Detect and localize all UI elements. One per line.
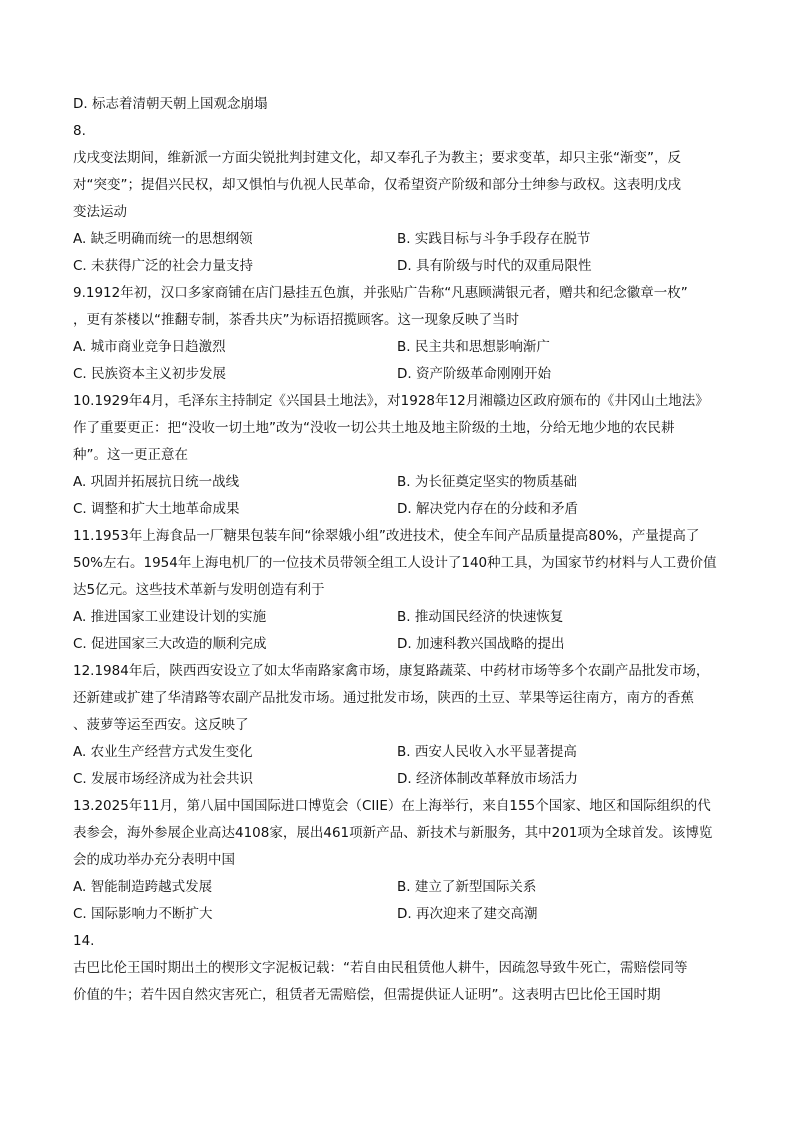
q10-stem-line-3: 种”。这一更正意在 — [73, 447, 188, 463]
q13-option-d: D. 再次迎来了建交高潮 — [397, 906, 538, 922]
q12-option-c: C. 发展市场经济成为社会共识 — [73, 771, 254, 787]
q8-stem-line-3: 变法运动 — [73, 204, 127, 220]
q12-option-d: D. 经济体制改革释放市场活力 — [397, 771, 578, 787]
q9-stem-line-2: ，更有茶楼以“推翻专制，茶香共庆”为标语招揽顾客。这一现象反映了当时 — [73, 312, 519, 328]
q10-option-a: A. 巩固并拓展抗日统一战线 — [73, 474, 240, 490]
q12-option-a: A. 农业生产经营方式发生变化 — [73, 744, 253, 760]
q8-stem-line-2: 对“突变”；提倡兴民权，却又惧怕与仇视人民革命，仅希望资产阶级和部分士绅参与政权。这表明戊戌 — [73, 177, 681, 193]
q11-stem-line-1: 11.1953年上海食品一厂糖果包装车间“徐翠娥小组”改进技术，使全车间产品质量提高80%，产量提高了 — [73, 528, 700, 544]
q13-option-b: B. 建立了新型国际关系 — [397, 879, 537, 895]
q8-option-a: A. 缺乏明确而统一的思想纲领 — [73, 231, 253, 247]
q11-stem-line-2: 50%左右。1954年上海电机厂的一位技术员带领全组工人设计了140种工具，为国家节约材料与人工费价值 — [73, 555, 717, 571]
q10-stem-line-1: 10.1929年4月，毛泽东主持制定《兴国县土地法》，对1928年12月湘赣边区政府颁布的《井冈山土地法》 — [73, 393, 709, 409]
q11-option-b: B. 推动国民经济的快速恢复 — [397, 609, 564, 625]
q13-stem-line-3: 会的成功举办充分表明中国 — [73, 852, 235, 868]
q10-option-b: B. 为长征奠定坚实的物质基础 — [397, 474, 577, 490]
q9-option-a: A. 城市商业竞争日趋激烈 — [73, 339, 226, 355]
q8-stem-line-1: 戊戌变法期间，维新派一方面尖锐批判封建文化，却又奉孔子为教主；要求变革，却只主张“渐变”，反 — [73, 150, 681, 166]
q13-option-c: C. 国际影响力不断扩大 — [73, 906, 213, 922]
q13-stem-line-1: 13.2025年11月，第八届中国国际进口博览会（CIIE）在上海举行，来自155个国家、地区和国际组织的代 — [73, 798, 711, 814]
q9-option-d: D. 资产阶级革命刚刚开始 — [397, 366, 551, 382]
q12-stem-line-3: 、菠萝等运至西安。这反映了 — [73, 717, 249, 733]
q11-stem-line-3: 达5亿元。这些技术革新与发明创造有利于 — [73, 582, 325, 598]
q10-option-c: C. 调整和扩大土地革命成果 — [73, 501, 240, 517]
q9-option-c: C. 民族资本主义初步发展 — [73, 366, 227, 382]
q13-option-a: A. 智能制造跨越式发展 — [73, 879, 213, 895]
q8-number: 8. — [73, 123, 86, 139]
q8-option-b: B. 实践目标与斗争手段存在脱节 — [397, 231, 591, 247]
q8-option-c: C. 未获得广泛的社会力量支持 — [73, 258, 254, 274]
q12-option-b: B. 西安人民收入水平显著提高 — [397, 744, 577, 760]
q9-stem-line-1: 9.1912年初，汉口多家商铺在店门悬挂五色旗，并张贴广告称“凡惠顾满银元者，赠共和纪念徽章一枚” — [73, 285, 688, 301]
q8-option-d: D. 具有阶级与时代的双重局限性 — [397, 258, 592, 274]
q12-stem-line-1: 12.1984年后，陕西西安设立了如太华南路家禽市场，康复路蔬菜、中药材市场等多个农副产品批发市场， — [73, 663, 710, 679]
q14-stem-line-1: 古巴比伦王国时期出土的楔形文字泥板记载：“若自由民租赁他人耕牛，因疏忽导致牛死亡，需赔偿同等 — [73, 960, 688, 976]
q10-stem-line-2: 作了重要更正：把“没收一切土地”改为“没收一切公共土地及地主阶级的土地，分给无地少地的农民耕 — [73, 420, 675, 436]
q9-option-b: B. 民主共和思想影响渐广 — [397, 339, 550, 355]
q10-option-d: D. 解决党内存在的分歧和矛盾 — [397, 501, 578, 517]
q14-number: 14. — [73, 933, 95, 949]
q11-option-a: A. 推进国家工业建设计划的实施 — [73, 609, 267, 625]
q11-option-d: D. 加速科教兴国战略的提出 — [397, 636, 565, 652]
q14-stem-line-2: 价值的牛；若牛因自然灾害死亡，租赁者无需赔偿，但需提供证人证明”。这表明古巴比伦王国时期 — [73, 987, 661, 1003]
q12-stem-line-2: 还新建或扩建了华清路等农副产品批发市场。通过批发市场，陕西的土豆、苹果等运往南方，南方的香蕉 — [73, 690, 694, 706]
q7-option-d: D. 标志着清朝天朝上国观念崩塌 — [73, 96, 268, 112]
q11-option-c: C. 促进国家三大改造的顺利完成 — [73, 636, 267, 652]
q13-stem-line-2: 表参会，海外参展企业高达4108家，展出461项新产品、新技术与新服务，其中201项为全球首发。该博览 — [73, 825, 713, 841]
